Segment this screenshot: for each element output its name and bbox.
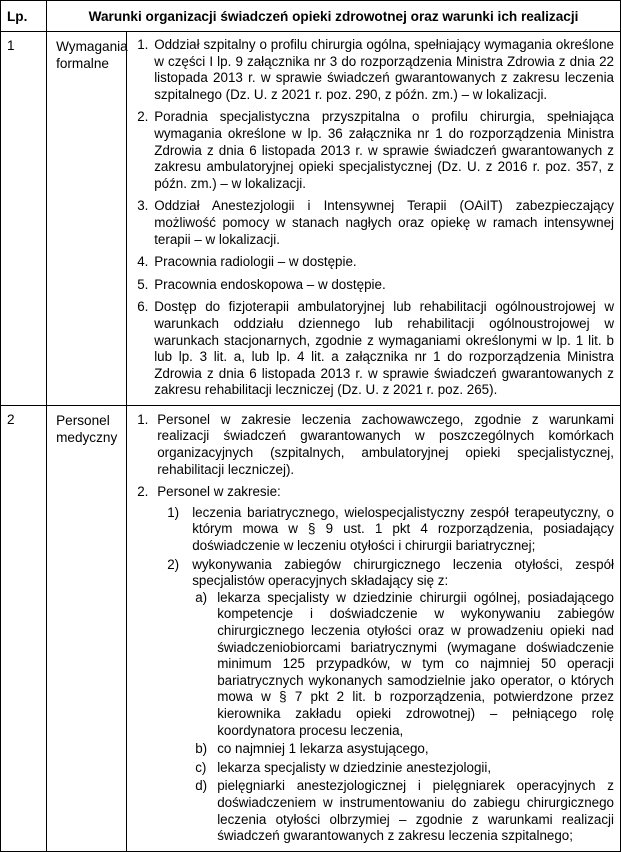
list-item: 1. Oddział szpitalny o profilu chirurgia ogólna, spełniający wymagania określone w części I lp. 9 załącznika nr 3 do rozporządzenia Ministra Zdrowia z dnia 22 listopada 2013 r. w sprawie świadczeń gwarantowanych z zakresu leczenia szpitalnego (Dz. U. z 2021 r. poz. 290, z późn. zm.) – w lokalizacji.	[137, 37, 614, 102]
requirement-content	[127, 32, 621, 406]
list-item: 5. Pracownia endoskopowa – w dostępie.	[137, 276, 386, 292]
list-item: 1. Personel w zakresie leczenia zachowawczego, zgodnie z warunkami realizacji świadczeń gwarantowanych w poszczególnych komórkach organizacyjnych (szpitalnych, ambulatoryjnej opieki specjalistycznej, rehabilitacji leczniczej).	[137, 411, 614, 477]
list-item: 4. Pracownia radiologii – w dostępie.	[137, 254, 357, 270]
requirement-label: Wymagania formalne	[47, 32, 127, 406]
list-item: 6. Dostęp do fizjoterapii ambulatoryjnej lub rehabilitacji ogólnoustrojowej w warunkach oddziału dziennego lub rehabilitacji ogólnoustrojowej w warunkach stacjonarnych, zgodnie z wymaganiami określonymi w lp. 1 lit. b lub lp. 3 lit. a, lub lp. 4 lit. a załącznika nr 1 do rozporządzenia Ministra Zdrowia z dnia 6 listopada 2013 r. w sprawie świadczeń gwarantowanych z zakresu rehabilitacji leczniczej (Dz. U. z 2021 r. poz. 265).	[137, 299, 614, 398]
row-number: 2	[1, 405, 47, 851]
list-item: 1) leczenia bariatrycznego, wielospecjalistyczny zespół terapeutyczny, o którym mowa w § 9 ust. 1 pkt 4 rozporządzenia, posiadający doświadczenie w leczeniu otyłości i chirurgii bariatrycznej;	[167, 504, 614, 554]
row-number: 1	[1, 32, 47, 406]
personnel-sublist	[157, 505, 614, 845]
surgical-team-list	[192, 590, 614, 845]
header-lp: Lp.	[1, 1, 47, 32]
personnel-list	[127, 412, 620, 845]
list-item: a) lekarza specjalisty w dziedzinie chirurgii ogólnej, posiadającego kompetencje i doświadczenie w wykonywaniu zabiegów chirurgicznego leczenia otyłości oraz w prowadzeniu opieki nad świadczeniobiorcami bariatrycznymi (wymagane doświadczenie minimum 125 przypadków, w tym co najmniej 50 operacji bariatrycznych wykonanych samodzielnie jako operator, o których mowa w § 7 pkt 2 lit. b rozporządzenia, potwierdzone przez kierownika zakładu opieki zdrowotnej) – pełniącego rolę koordynatora procesu leczenia,	[195, 589, 614, 738]
requirement-label: Personel medyczny	[47, 405, 127, 851]
header-conditions: Warunki organizacji świadczeń opieki zdrowotnej oraz warunki ich realizacji	[47, 1, 621, 32]
requirement-content	[127, 405, 621, 851]
list-item: 2. Personel w zakresie: 1) leczenia bariatrycznego, wielospecjalistyczny zespół terapeutyczny, o którym mowa w § 9 ust. 1 pkt 4 rozporządzenia, posiadający doświadczenie w leczeniu otyłości i chirurgii bariatrycznej; 2) wykonywania zabiegów chirurgicznego leczenia otyłości, zespół specjalistów operacyjnych składający się z: a) lekarza specjalisty w dziedzinie chirurgii ogólnej, posiadającego kompetencje i doświadczenie w wykonywaniu zabiegów chirurgicznego leczenia otyłości oraz w prowadzeniu opieki nad świadczeniobiorcami bariatrycznymi (wymagane doświadczenie minimum 125 przypadków, w tym co najmniej 50 operacji bariatrycznych wykonanych samodzielnie jako operator, o których mowa w § 7 pkt 2 lit. b rozporządzenia, potwierdzone przez kierownika zakładu opieki zdrowotnej) – pełniącego rolę koordynatora procesu leczenia, b) co najmniej 1 lekarza asystującego, c) lekarza specjalisty w dziedzinie anestezjologii, d) pielęgniarki anestezjologicznej i pielęgniarek operacyjnych z doświadczeniem w instrumentowaniu do zabiegu chirurgicznego leczenia otyłości olbrzymiej – zgodnie z warunkami realizacji świadczeń gwarantowanych z zakresu leczenia szpitalnego;	[137, 484, 614, 844]
list-item: c) lekarza specjalisty w dziedzinie anestezjologii,	[195, 759, 492, 775]
table-row	[1, 32, 621, 406]
list-item: 3. Oddział Anestezjologii i Intensywnej Terapii (OAiIT) zabezpieczający możliwość pomocy w stanach nagłych oraz opiekę w ramach intensywnej terapii – w lokalizacji.	[137, 198, 614, 247]
table-row	[1, 405, 621, 851]
table-header-row	[1, 1, 621, 32]
list-item: 2. Poradnia specjalistyczna przyszpitalna o profilu chirurgia, spełniająca wymagania określone w lp. 36 załącznika nr 1 do rozporządzenia Ministra Zdrowia z dnia 6 listopada 2013 r. w sprawie świadczeń gwarantowanych z zakresu ambulatoryjnej opieki specjalistycznej (Dz. U. z 2016 r. poz. 357, z późn. zm.) – w lokalizacji.	[137, 109, 614, 191]
list-item: b) co najmniej 1 lekarza asystującego,	[195, 741, 429, 757]
list-item: 2) wykonywania zabiegów chirurgicznego leczenia otyłości, zespół specjalistów operacyjnych składający się z: a) lekarza specjalisty w dziedzinie chirurgii ogólnej, posiadającego kompetencje i doświadczenie w wykonywaniu zabiegów chirurgicznego leczenia otyłości oraz w prowadzeniu opieki nad świadczeniobiorcami bariatrycznymi (wymagane doświadczenie minimum 125 przypadków, w tym co najmniej 50 operacji bariatrycznych wykonanych samodzielnie jako operator, o których mowa w § 7 pkt 2 lit. b rozporządzenia, potwierdzone przez kierownika zakładu opieki zdrowotnej) – pełniącego rolę koordynatora procesu leczenia, b) co najmniej 1 lekarza asystującego, c) lekarza specjalisty w dziedzinie anestezjologii, d) pielęgniarki anestezjologicznej i pielęgniarek operacyjnych z doświadczeniem w instrumentowaniu do zabiegu chirurgicznego leczenia otyłości olbrzymiej – zgodnie z warunkami realizacji świadczeń gwarantowanych z zakresu leczenia szpitalnego;	[167, 556, 614, 844]
list-item: d) pielęgniarki anestezjologicznej i pielęgniarek operacyjnych z doświadczeniem w instrumentowaniu do zabiegu chirurgicznego leczenia otyłości olbrzymiej – zgodnie z warunkami realizacji świadczeń gwarantowanych z zakresu leczenia szpitalnego;	[195, 778, 614, 844]
formal-requirements-list	[127, 37, 620, 399]
